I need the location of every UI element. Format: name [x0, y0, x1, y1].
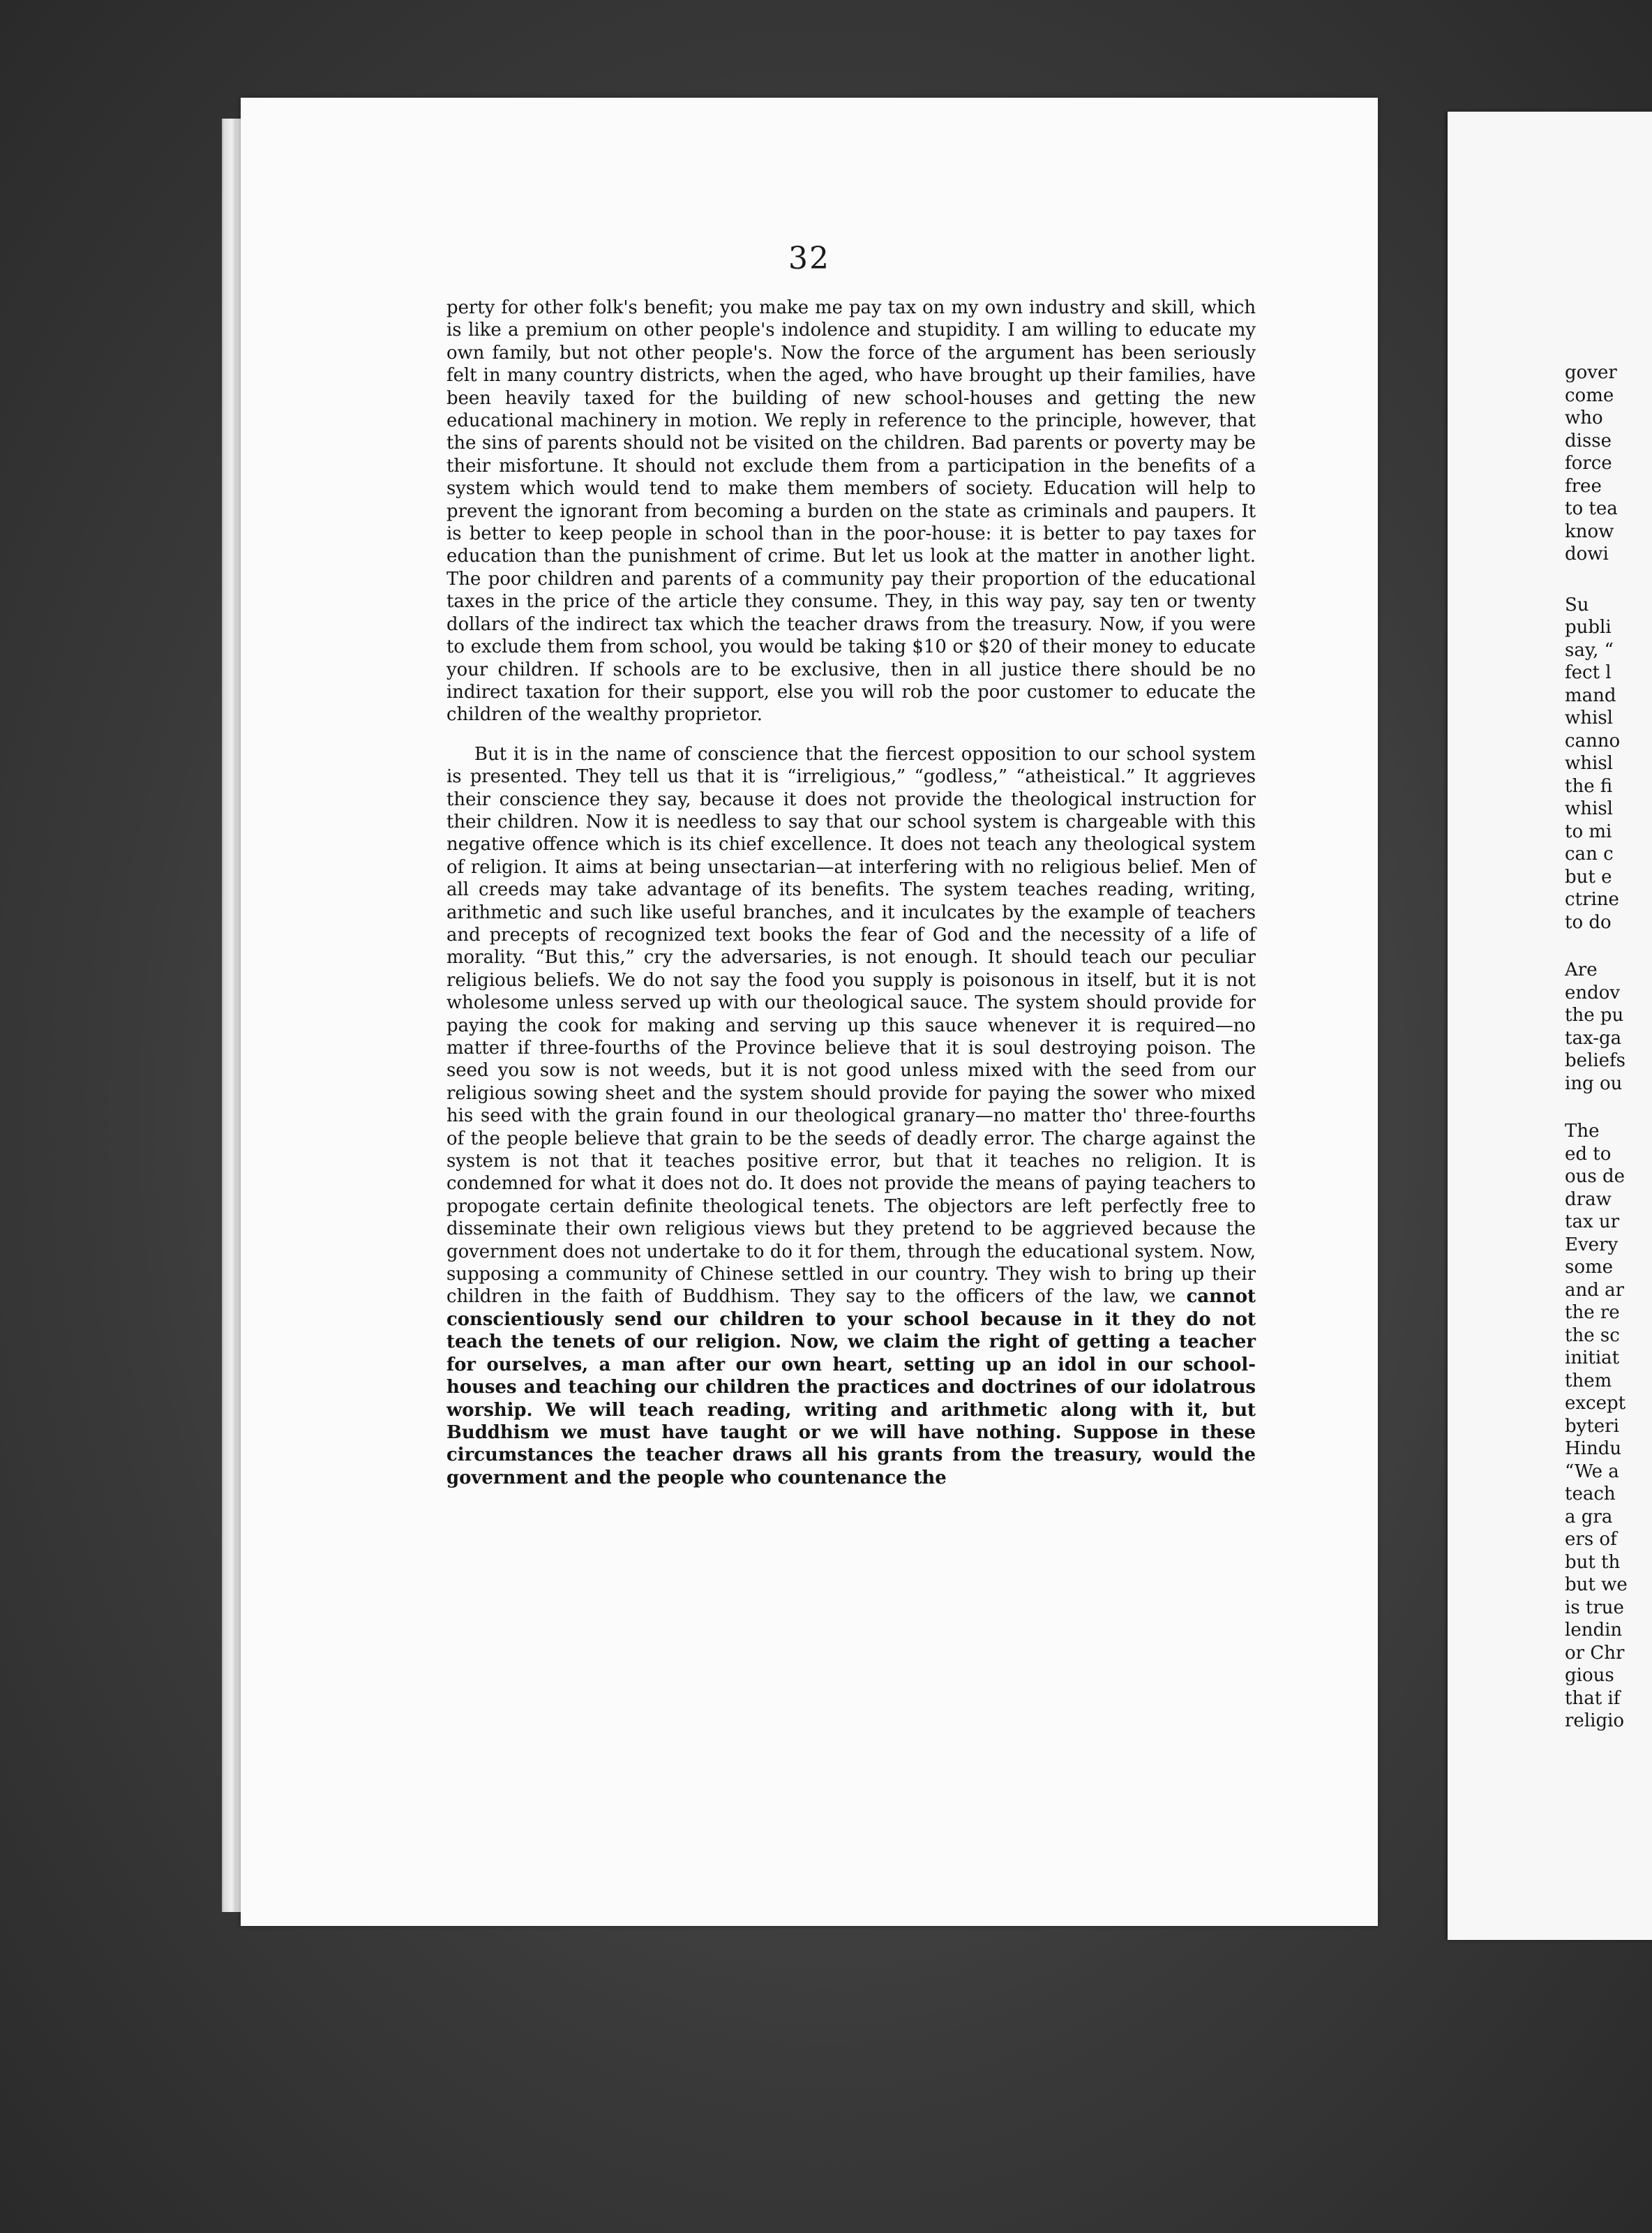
facing-line: a gra — [1565, 1506, 1613, 1528]
facing-line: or Chr — [1565, 1642, 1625, 1664]
facing-page-text — [1565, 112, 1652, 1733]
facing-line: ed to — [1565, 1143, 1612, 1165]
paragraph-1: perty for other folk's benefit; you make me pay tax on my own industry and skill, which is like a premium on other people's indolence and stupidity. I am willing to educate my own family, but not other people's. Now the force of the argument has been seriously felt in many country districts, when the aged, who have brought up their families, have been heavily taxed for the building of new school-houses and getting the new educational machinery in motion. We reply in reference to the principle, however, that the sins of parents should not be visited on the children. Bad parents or poverty may be their misfortune. It should not exclude them from a participation in the benefits of a system which would tend to make them members of society. Education will help to prevent the ignorant from becoming a burden on the state as criminals and paupers. It is better to keep people in school than in the poor-house: it is better to pay taxes for education than the punishment of crime. But let us look at the matter in another light. The poor children and parents of a community pay their proportion of the educational taxes in the price of the article they consume. They, in this way pay, say ten or twenty dollars of the indirect tax which the teacher draws from the treasury. Now, if you were to exclude them from school, you would be taking $10 or $20 of their money to educate your children. If schools are to be exclusive, then in all justice there should be no indirect taxation for their support, else you will rob the poor customer to educate the children of the wealthy proprietor. — [446, 297, 1256, 726]
facing-line: Hindu — [1565, 1438, 1622, 1459]
page-number: 32 — [788, 241, 830, 276]
facing-line: that if — [1565, 1687, 1621, 1709]
facing-line: the fi — [1565, 775, 1613, 797]
facing-block-1 — [1565, 361, 1652, 566]
facing-line: draw — [1565, 1188, 1612, 1210]
facing-block-3 — [1565, 959, 1652, 1095]
facing-line: them — [1565, 1370, 1612, 1391]
facing-line: to mi — [1565, 821, 1612, 842]
facing-line: but e — [1565, 866, 1612, 888]
facing-line: whisl — [1565, 798, 1613, 819]
facing-line: religio — [1565, 1710, 1625, 1731]
facing-line: Su — [1565, 594, 1589, 615]
facing-line: Every — [1565, 1234, 1619, 1255]
facing-line: teach — [1565, 1484, 1616, 1504]
facing-line: fect l — [1565, 662, 1612, 683]
facing-line: and ar — [1565, 1279, 1625, 1301]
facing-line: whisl — [1565, 708, 1613, 729]
facing-line: The — [1565, 1121, 1600, 1142]
facing-line: ctrine — [1565, 889, 1619, 910]
facing-line: tax-ga — [1565, 1027, 1622, 1049]
facing-line: force — [1565, 453, 1612, 474]
facing-line: is true — [1565, 1597, 1624, 1618]
facing-line: to do — [1565, 911, 1612, 933]
facing-line: ers of — [1565, 1529, 1617, 1550]
facing-line: initiat — [1565, 1347, 1620, 1368]
facing-line: “We a — [1565, 1461, 1619, 1482]
facing-line: gious — [1565, 1665, 1614, 1686]
facing-line: mand — [1565, 685, 1616, 706]
facing-line: lendin — [1565, 1620, 1623, 1641]
facing-line: publi — [1565, 617, 1612, 638]
facing-line: the sc — [1565, 1324, 1620, 1346]
facing-line: some — [1565, 1257, 1614, 1278]
facing-line: who — [1565, 408, 1603, 428]
facing-line: Are — [1565, 959, 1598, 980]
facing-line: to tea — [1565, 498, 1618, 519]
facing-line: ing ou — [1565, 1073, 1623, 1094]
facing-line: come — [1565, 384, 1614, 406]
facing-line: can c — [1565, 844, 1614, 865]
facing-line: the re — [1565, 1302, 1620, 1323]
facing-line: but we — [1565, 1574, 1628, 1595]
facing-block-2 — [1565, 594, 1652, 934]
facing-line: tax ur — [1565, 1211, 1620, 1232]
facing-line: the pu — [1565, 1005, 1624, 1026]
paragraph-2 — [446, 743, 1256, 1489]
facing-line: gover — [1565, 362, 1617, 383]
facing-line: beliefs — [1565, 1050, 1626, 1071]
facing-line: canno — [1565, 730, 1621, 752]
facing-page — [1448, 112, 1652, 1940]
facing-line: byteri — [1565, 1415, 1619, 1437]
facing-block-4 — [1565, 1120, 1652, 1733]
facing-line: endov — [1565, 982, 1621, 1003]
facing-line: ous de — [1565, 1166, 1625, 1187]
page-body — [446, 297, 1256, 1489]
facing-line: but th — [1565, 1551, 1621, 1573]
book-page — [241, 98, 1378, 1926]
paragraph-2-bold-tail: cannot conscientiously send our children to your school because in it they do not teach the tenets of our religion. Now, we claim the right of getting a teacher for ourselves, a man after our own heart, setting up an idol in our school-houses and teaching our children the practices and doctrines of our idolatrous worship. We will teach reading, writing and arithmetic along with it, but Buddhism we must have taught or we will have nothing. Suppose in these circumstances the teacher draws all his grants from the treasury, would the government and the people who countenance the — [446, 1286, 1256, 1488]
facing-line: say, “ — [1565, 639, 1614, 661]
paragraph-2-text: But it is in the name of conscience that the fiercest opposition to our school system is presented. They tell us that it is “irreligious,” “godless,” “atheistical.” It aggrieves their conscience they say, because it does not provide the theological instruction for their children. Now it is needless to say that our school system is chargeable with this negative offence which is its chief excellence. It does not teach any theological system of religion. It aims at being unsectarian—at interfering with no religious belief. Men of all creeds may take advantage of its benefits. The system teaches reading, writing, arithmetic and such like useful branches, and it inculcates by the example of teachers and precepts of recognized text books the fear of God and the necessity of a life of morality. “But this,” cry the adversaries, is not enough. It should teach our peculiar religious beliefs. We do not say the food you supply is poisonous in itself, but it is not wholesome unless served up with our theological sauce. The system should provide for paying the cook for making and serving up this sauce whenever it is required—no matter if three-fourths of the Province believe that it is soul destroying poison. The seed you sow is not weeds, but it is not good unless mixed with the seed from our religious sowing sheet and the system should provide for paying the sower who mixed his seed with the grain found in our theological granary—no matter tho' three-fourths of the people believe that grain to be the seeds of deadly error. The charge against the system is not that it teaches positive error, but that it teaches no religion. It is condemned for what it does not do. It does not provide the means of paying teachers to propogate certain definite theological tenets. The objectors are left perfectly free to disseminate their own religious views but they pretend to be aggrieved because the government does not undertake to do it for them, through the educational system. Now, supposing a community of Chinese settled in our country. They wish to bring up their children in the faith of Buddhism. They say to the officers of the law, we — [446, 743, 1256, 1308]
facing-line: whisl — [1565, 753, 1613, 774]
facing-line: dowi — [1565, 544, 1609, 565]
facing-line: know — [1565, 521, 1614, 542]
facing-line: free — [1565, 475, 1602, 497]
facing-line: except — [1565, 1393, 1626, 1414]
facing-line: disse — [1565, 430, 1612, 451]
